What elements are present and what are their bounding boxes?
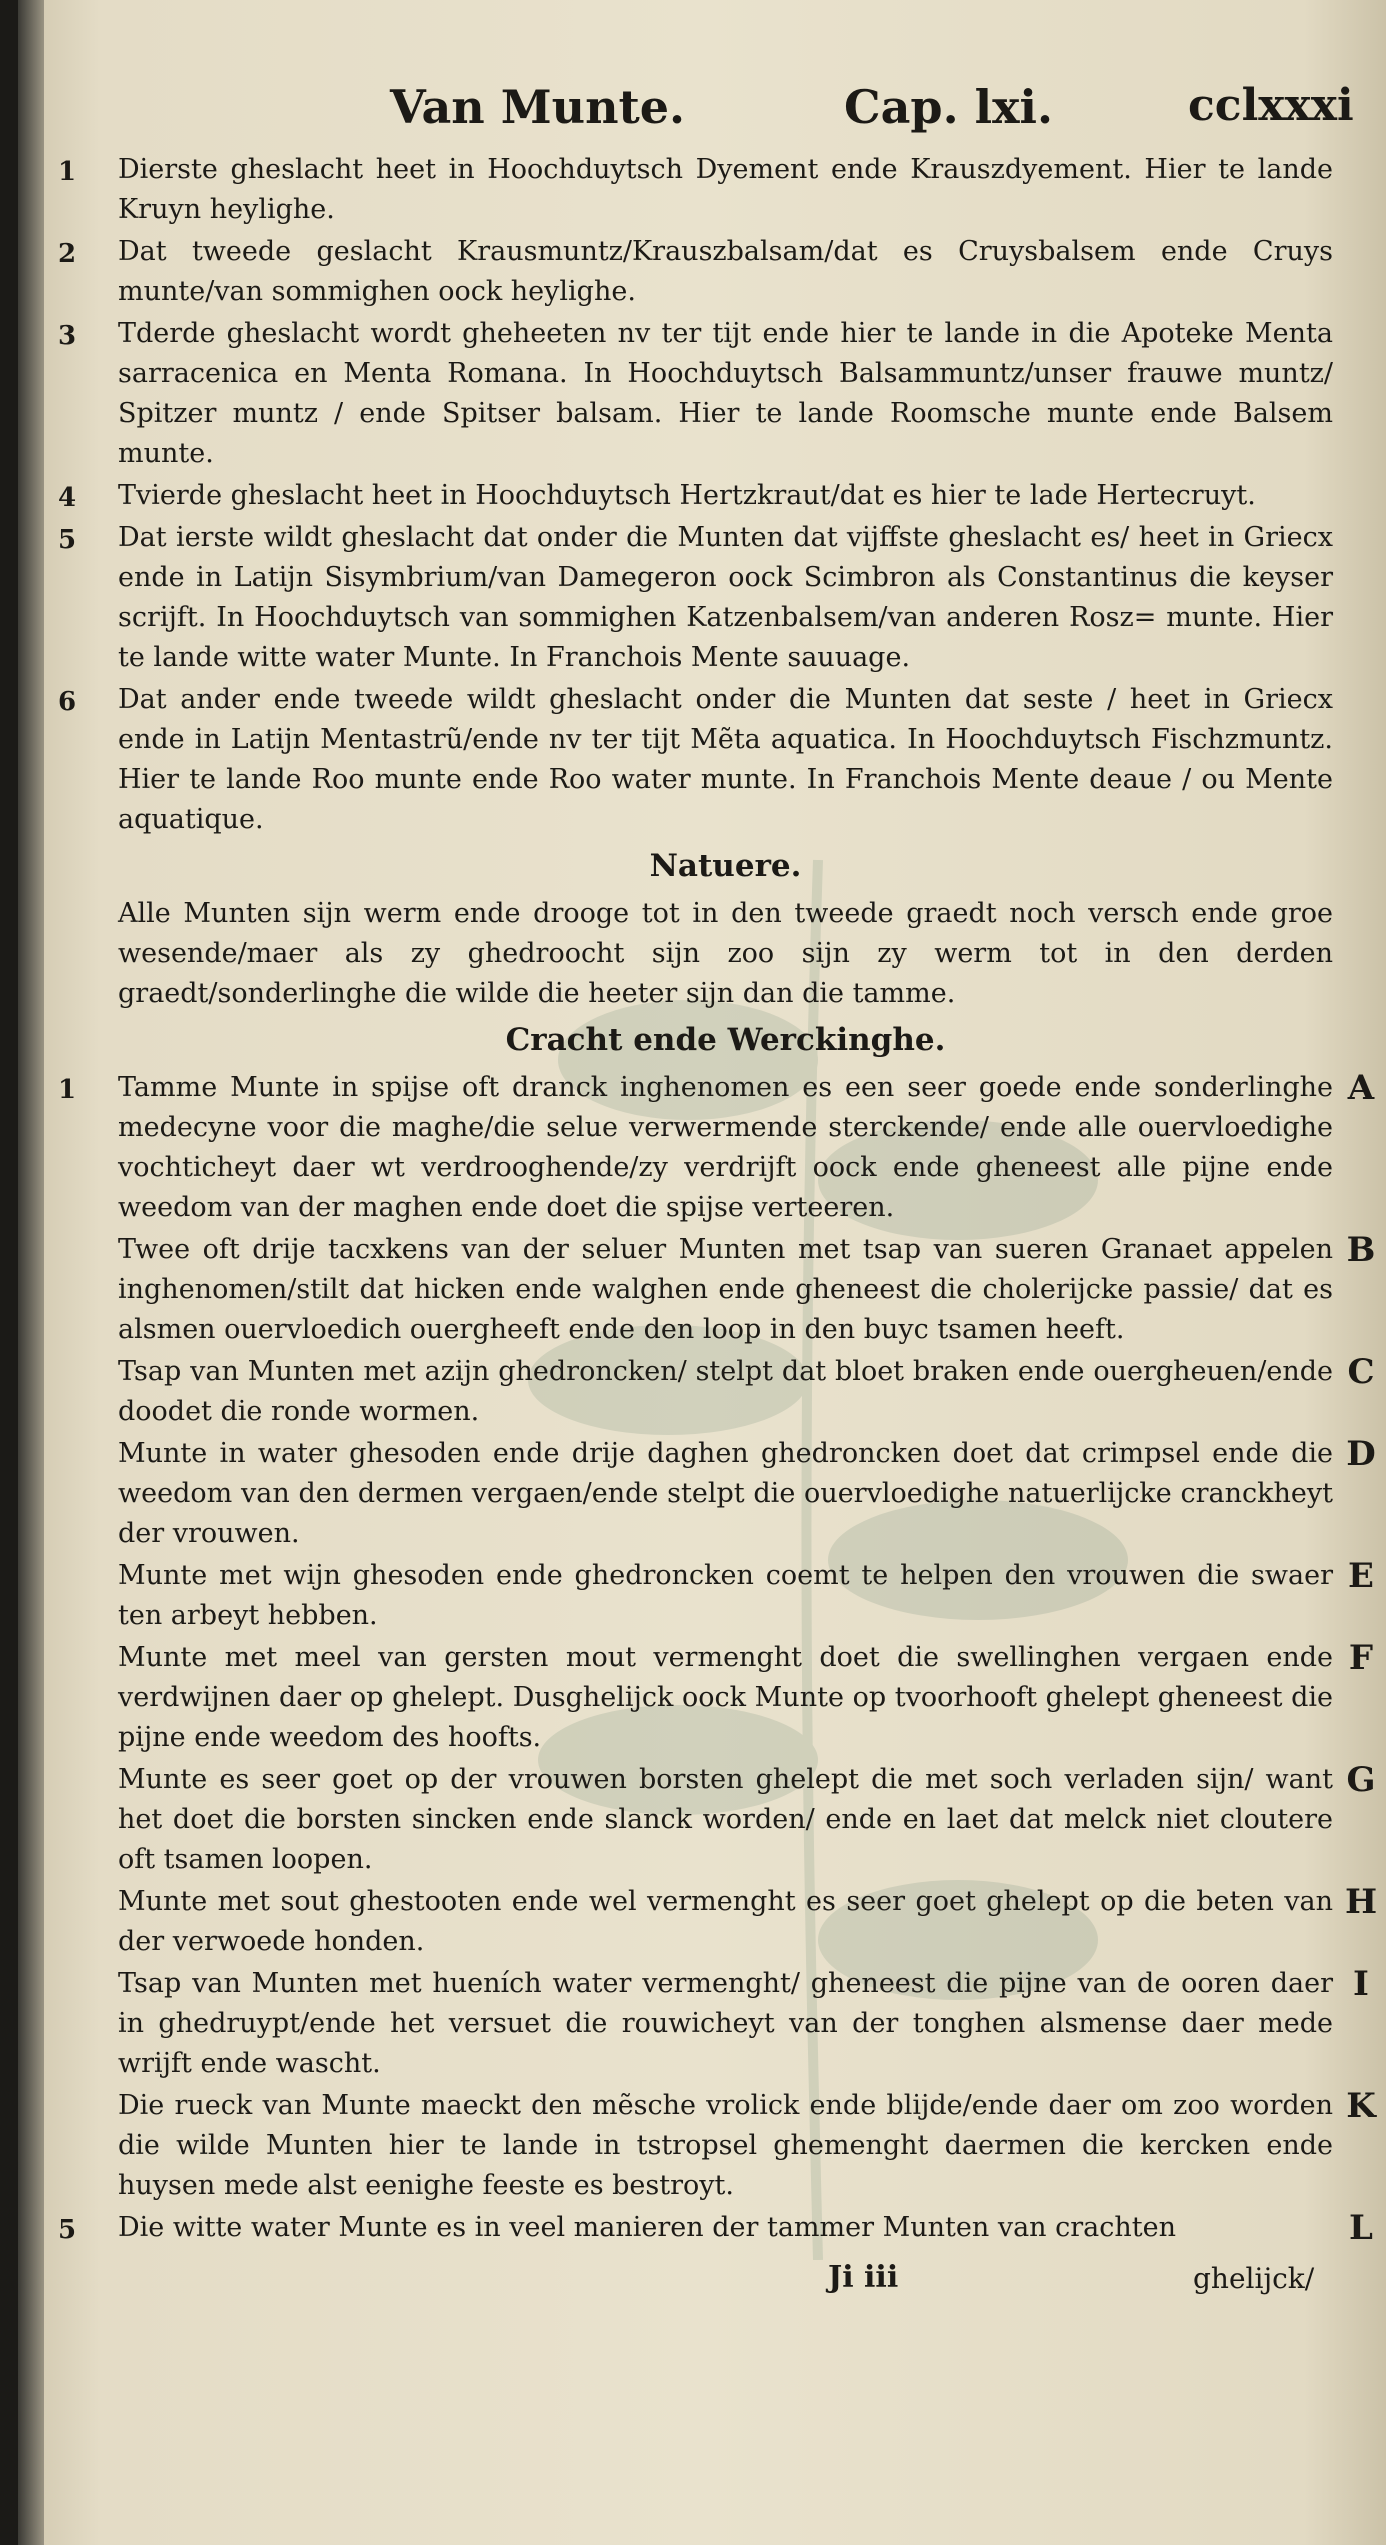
chapter-number: Cap. lxi.	[844, 80, 1053, 134]
paragraph-text: Tsap van Munten met azijn ghedroncken/ stelpt dat bloet braken ende ouergheuen/ende doodet die ronde wormen.	[118, 1356, 1333, 1427]
name-paragraph-2	[58, 232, 1333, 312]
book-page	[18, 0, 1386, 2545]
paragraph-text: Munte met sout ghestooten ende wel vermenght es seer goet ghelept op die beten van der verwoede honden.	[118, 1886, 1333, 1957]
virtue-paragraph-k	[118, 2086, 1376, 2206]
paragraph-text: Munte met meel van gersten mout vermenght doet die swellinghen vergaen ende verdwijnen daer op ghelept. Dusghelijck oock Munte op tvoorhooft ghelept gheneest die pijne ende weedom des hoofts.	[118, 1642, 1333, 1753]
margin-letter: A	[1347, 1068, 1375, 1108]
margin-number: 1	[58, 1075, 77, 1105]
section-heading-natuere: Natuere.	[649, 848, 802, 884]
paragraph-text: Tvierde gheslacht heet in Hoochduytsch Hertzkraut/dat es hier te lade Hertecruyt.	[118, 480, 1256, 511]
paragraph-text: Munte es seer goet op der vrouwen borsten ghelept die met soch verladen sijn/ want het doet die borsten sincken ende slanck worden/ ende en laet dat melck niet cloutere oft tsamen loopen.	[118, 1764, 1333, 1875]
virtue-paragraph-l	[58, 2208, 1373, 2248]
name-paragraph-1	[58, 150, 1333, 230]
natuere-paragraph	[118, 894, 1333, 1014]
paragraph-text: Tderde gheslacht wordt gheheeten nv ter tijt ende hier te lande in die Apoteke Menta sarracenica en Menta Romana. In Hoochduytsch Balsammuntz/unser frauwe muntz/ Spitzer muntz / ende Spitser balsam. Hier te lande Roomsche munte ende Balsem munte.	[118, 318, 1333, 469]
margin-number: 5	[58, 525, 77, 555]
virtue-paragraph-h	[118, 1882, 1378, 1962]
name-paragraph-4	[58, 476, 1333, 516]
margin-letter: D	[1346, 1434, 1376, 1474]
paragraph-text: Dat ander ende tweede wildt gheslacht onder die Munten dat seste / heet in Griecx ende in Latijn Mentastrũ/ende nv ter tijt Mẽta aquatica. In Hoochduytsch Fischzmuntz. Hier te lande Roo munte ende Roo water munte. In Franchois Mente deaue / ou Mente aquatique.	[118, 684, 1333, 835]
virtue-paragraph-e	[118, 1556, 1374, 1636]
running-title: Van Munte.	[390, 80, 686, 134]
margin-letter: G	[1346, 1760, 1376, 1800]
paragraph-text: Twee oft drije tacxkens van der seluer Munten met tsap van sueren Granaet appelen inghenomen/stilt dat hicken ende walghen ende gheneest die cholerijcke passie/ dat es alsmen ouervloedich ouergheeft ende den loop in den buyc tsamen heeft.	[118, 1234, 1333, 1345]
virtue-paragraph-i	[118, 1964, 1369, 2084]
paragraph-text: Die witte water Munte es in veel manieren der tammer Munten van crachten	[118, 2212, 1176, 2243]
margin-letter: C	[1347, 1352, 1375, 1392]
virtue-paragraph-c	[118, 1352, 1375, 1432]
margin-number: 1	[58, 157, 77, 187]
margin-number: 3	[58, 321, 77, 351]
paragraph-text: Tamme Munte in spijse oft dranck inghenomen es een seer goede ende sonderlinghe medecyne voor die maghe/die selue verwermende sterckende/ ende alle ouervloedighe vochticheyt daer wt verdrooghende/zy verdrijft oock ende gheneest alle pijne ende weedom van der maghen ende doet die spijse verteeren.	[118, 1072, 1333, 1223]
name-paragraph-6	[58, 680, 1333, 840]
virtue-paragraph-g	[118, 1760, 1376, 1880]
margin-letter: L	[1349, 2208, 1373, 2248]
margin-number: 5	[58, 2215, 77, 2245]
virtue-paragraph-a	[58, 1068, 1375, 1228]
margin-letter: B	[1346, 1230, 1376, 1270]
paragraph-text: Munte in water ghesoden ende drije daghen ghedroncken doet dat crimpsel ende die weedom van den dermen vergaen/ende stelpt die ouervloedighe natuerlijcke cranckheyt der vrouwen.	[118, 1438, 1333, 1549]
paragraph-text: Die rueck van Munte maeckt den mẽsche vrolick ende blijde/ende daer om zoo worden die wilde Munten hier te lande in tstropsel ghemenght daermen die kercken ende huysen mede alst eenighe feeste es bestroyt.	[118, 2090, 1333, 2201]
margin-number: 2	[58, 239, 77, 269]
running-header	[18, 72, 1386, 142]
paragraph-text: Alle Munten sijn werm ende drooge tot in den tweede graedt noch versch ende groe wesende/maer als zy ghedroocht sijn zoo sijn zy werm tot in den derden graedt/sonderlinghe die wilde die heeter sijn dan die tamme.	[118, 898, 1333, 1009]
book-gutter	[18, 0, 44, 2545]
section-heading-cracht: Cracht ende Werckinghe.	[505, 1022, 946, 1058]
paragraph-text: Dat tweede geslacht Krausmuntz/Krauszbalsam/dat es Cruysbalsem ende Cruys munte/van sommighen oock heylighe.	[118, 236, 1333, 307]
margin-letter: F	[1348, 1638, 1374, 1678]
text-block	[58, 150, 1378, 2250]
virtue-paragraph-b	[118, 1230, 1376, 1350]
virtue-paragraph-f	[118, 1638, 1374, 1758]
name-paragraph-5	[58, 518, 1333, 678]
margin-letter: K	[1346, 2086, 1376, 2126]
margin-number: 6	[58, 687, 77, 717]
signature-mark: Ji iii	[828, 2260, 899, 2295]
margin-letter: I	[1353, 1964, 1369, 2004]
margin-letter: H	[1344, 1882, 1378, 1922]
paragraph-text: Dierste gheslacht heet in Hoochduytsch Dyement ende Krauszdyement. Hier te lande Kruyn heylighe.	[118, 154, 1333, 225]
margin-letter: E	[1348, 1556, 1374, 1596]
virtue-paragraph-d	[118, 1434, 1376, 1554]
paragraph-text: Dat ierste wildt gheslacht dat onder die Munten dat vijffste gheslacht es/ heet in Griecx ende in Latijn Sisymbrium/van Damegeron oock Scimbron als Constantinus die keyser scrijft. In Hoochduytsch van sommighen Katzenbalsem/van anderen Rosz= munte. Hier te lande witte water Munte. In Franchois Mente sauuage.	[118, 522, 1333, 673]
catchword: ghelijck/	[1193, 2262, 1315, 2295]
name-paragraph-3	[58, 314, 1333, 474]
folio-number: cclxxxi	[1188, 80, 1354, 131]
paragraph-text: Tsap van Munten met hueních water vermenght/ gheneest die pijne van de ooren daer in ghedruypt/ende het versuet die rouwicheyt van der tonghen alsmense daer mede wrijft ende wascht.	[118, 1968, 1333, 2079]
margin-number: 4	[58, 483, 77, 513]
paragraph-text: Munte met wijn ghesoden ende ghedroncken coemt te helpen den vrouwen die swaer ten arbeyt hebben.	[118, 1560, 1333, 1631]
